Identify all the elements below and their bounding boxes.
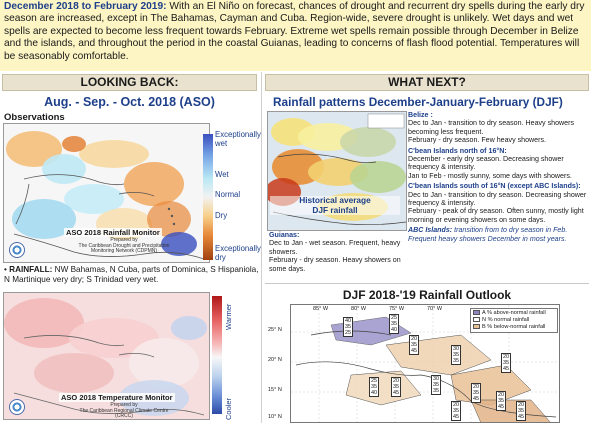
temp-map-caption: ASO 2018 Temperature Monitor <box>61 393 173 402</box>
right-section-divider <box>265 283 589 284</box>
south-islands-line2: February - peak of dry season. Often sunny, mostly light morning or evening showers on some days. <box>408 207 584 224</box>
summary-banner <box>0 0 591 71</box>
outlook-title: DJF 2018-'19 Rainfall Outlook <box>342 288 512 302</box>
abc-islands-text: transition from to dry season in Feb. Frequent heavy showers December in most years. <box>408 226 568 243</box>
lon-label: 85° W <box>313 306 329 312</box>
djf-outlook-text <box>408 111 589 245</box>
cdpmn-logo-icon <box>9 242 25 258</box>
prob-box: 20 35 45 <box>473 384 480 402</box>
south-islands-line1: Dec to Jan - transition to dry season. Decreasing shower frequency & intensity. <box>408 190 587 208</box>
banner-text: With an El Niño on forecast, chances of drought and recurrent dry spells during the early dry season are increased, except in The Bahamas, Cayman and Cuba. Region-wide, severe drought is unlikely. Wet days and wet spells are expected to become less frequent towards February. Extreme wet spells remain possible through December in Belize and the islands, and throughout the period in the coastal Guianas, leading to concerns of flash flood potential. Temperatures will be seasonably comfortable. <box>4 1 585 62</box>
djf-caption-line1: Historical average <box>299 195 371 205</box>
rainfall-legend-bar <box>203 134 213 260</box>
north-islands-heading: C'bean Islands north of 16°N: <box>408 146 507 155</box>
north-islands-line1: December - early dry season. Decreasing shower frequency & intensity. <box>408 155 564 172</box>
belize-line1: Dec to Jan - transition to dry season. Heavy showers becoming less frequent. <box>408 119 574 136</box>
legend-warmer: Warmer <box>224 303 233 330</box>
north-islands-block <box>408 147 589 181</box>
djf-title: Rainfall patterns December-January-February (DJF) <box>273 95 563 109</box>
aso-title: Aug. - Sep. - Oct. 2018 (ASO) <box>44 95 215 109</box>
what-next-header: WHAT NEXT? <box>265 74 589 91</box>
prob-box: 20 35 45 <box>518 402 525 420</box>
abc-islands-block <box>408 226 589 243</box>
temperature-monitor-map <box>3 292 210 420</box>
rainfall-observation-note: • RAINFALL: NW Bahamas, N Cuba, parts of Dominica, S Hispaniola, N Martinique very dry; S Trinidad very wet. <box>4 265 259 285</box>
south-islands-heading: C'bean Islands south of 16°N (except ABC Islands): <box>408 182 581 191</box>
crcc-logo-icon <box>9 399 25 415</box>
lat-label: 20° N <box>268 357 282 363</box>
belize-heading: Belize : <box>408 111 433 119</box>
temperature-legend-bar <box>212 296 222 414</box>
guianas-block <box>269 231 409 273</box>
prob-box: 30 35 35 <box>433 376 440 394</box>
outlook-legend <box>470 308 558 333</box>
guianas-line1: Dec to Jan - wet season. Frequent, heavy showers. <box>269 239 401 256</box>
prob-box: 20 35 45 <box>393 378 400 396</box>
north-islands-line2: Jan to Feb - mostly sunny, some days with showers. <box>408 171 572 180</box>
lon-label: 75° W <box>389 306 405 312</box>
legend-dry: Dry <box>215 211 228 220</box>
prob-box: 20 35 45 <box>453 402 460 420</box>
prob-box: 30 35 35 <box>453 346 460 364</box>
banner-lead: December 2018 to February 2019: <box>4 1 167 12</box>
prob-box: 20 35 45 <box>411 336 418 354</box>
rainfall-note-label: RAINFALL: <box>9 265 53 274</box>
lon-label: 70° W <box>427 306 443 312</box>
belize-block <box>408 111 589 145</box>
belize-line2: February - dry season. Few heavy showers. <box>408 136 546 145</box>
rain-map-source: Prepared by The Caribbean Drought and Precipitation Monitoring Network (CDPMN) <box>78 237 170 254</box>
rainfall-monitor-map <box>3 123 210 263</box>
legend-normal-rainfall: N % normal rainfall <box>473 317 555 324</box>
abc-islands-heading: ABC Islands: <box>408 226 453 235</box>
djf-caption-line2: DJF rainfall <box>312 204 358 215</box>
prob-box: 25 35 40 <box>391 315 398 333</box>
observations-label: Observations <box>4 112 65 123</box>
legend-exceptionally-wet: Exceptionally wet <box>215 130 261 148</box>
prob-box: 20 35 45 <box>498 392 505 410</box>
djf-map-caption <box>270 196 400 215</box>
temp-map-source: Prepared by The Caribbean Regional Climate Centre (CRCC) <box>79 402 169 419</box>
lat-label: 15° N <box>268 387 282 393</box>
legend-below-normal: B % below-normal rainfall <box>473 324 555 331</box>
rain-map-caption: ASO 2018 Rainfall Monitor <box>66 228 160 237</box>
guianas-line2: February - dry season. Heavy showers on some days. <box>269 256 401 273</box>
prob-box: 40 35 25 <box>345 318 352 336</box>
rainfall-note-text: NW Bahamas, N Cuba, parts of Dominica, S Hispaniola, N Martinique very dry; S Trinidad very wet. <box>4 265 259 285</box>
legend-cooler: Cooler <box>224 397 233 420</box>
prob-box: 20 35 45 <box>503 354 510 372</box>
legend-above-normal: A % above-normal rainfall <box>473 310 555 317</box>
looking-back-header: LOOKING BACK: <box>2 74 257 91</box>
legend-wet: Wet <box>215 170 229 179</box>
prob-box: 25 35 40 <box>371 378 378 396</box>
lat-label: 25° N <box>268 327 282 333</box>
column-divider <box>261 72 262 423</box>
legend-normal: Normal <box>215 190 241 199</box>
guianas-heading: Guianas: <box>269 231 300 239</box>
legend-exceptionally-dry: Exceptionally dry <box>215 244 261 262</box>
lon-label: 80° W <box>351 306 367 312</box>
lat-label: 10° N <box>268 414 282 420</box>
south-islands-block <box>408 182 589 224</box>
